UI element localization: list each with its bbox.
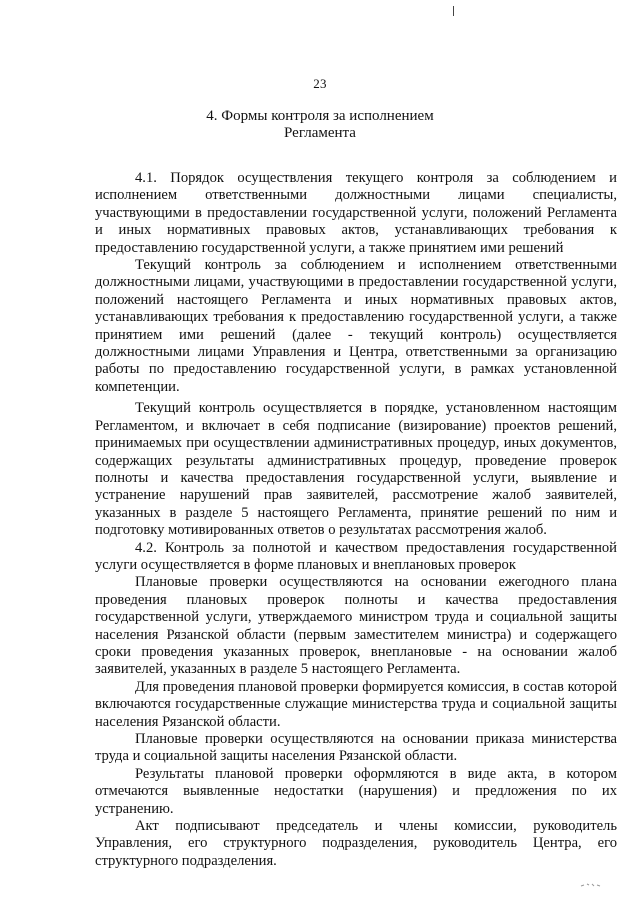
paragraph-act-signing: Акт подписывают председатель и члены комиссии, руководитель Управления, его структурного подразделения, руководитель Центра, его структурного подразделения. [95, 818, 617, 869]
section-heading [0, 108, 640, 142]
section-heading-line-2: Регламента [284, 125, 356, 141]
paragraph-4-1: 4.1. Порядок осуществления текущего контроля за соблюдением и исполнением ответственными должностными лицами специалисты, участвующими в предоставлении государственной услуги, положений Регламента и иных нормативных правовых актов, устанавливающих требования к предоставлению государственной услуги, а также принятием ими решений [95, 170, 617, 256]
paragraph-planned-checks: Плановые проверки осуществляются на основании ежегодного плана проведения плановых проверок полноты и качества предоставления государственной услуги, утверждаемого министром труда и социальной защиты населения Рязанской области (первым заместителем министра) и содержащего сроки проведения указанных проверок, внеплановые - на основании жалоб заявителей, указанных в разделе 5 настоящего Регламента. [95, 574, 617, 678]
paragraph-control-procedure: Текущий контроль осуществляется в порядке, установленном настоящим Регламентом, и включает в себя подписание (визирование) проектов решений, принимаемых при осуществлении административных процедур, иных документов, содержащих результаты административных процедур, проведение проверок полноты и качества предоставления государственной услуги, выявление и устранение нарушений прав заявителей, рассмотрение жалоб заявителей, указанных в разделе 5 настоящего Регламента, принятие решений по ним и подготовку мотивированных ответов о результатах рассмотрения жалоб. [95, 400, 617, 539]
section-heading-line-1: 4. Формы контроля за исполнением [206, 108, 434, 124]
paragraph-commission: Для проведения плановой проверки формируется комиссия, в состав которой включаются государственные служащие министерства труда и социальной защиты населения Рязанской области. [95, 678, 617, 730]
page-number: 23 [313, 76, 327, 91]
paragraph-4-2: 4.2. Контроль за полнотой и качеством предоставления государственной услуги осуществляется в форме плановых и внеплановых проверок [95, 539, 617, 573]
scan-artifact [580, 882, 604, 888]
paragraph-current-control: Текущий контроль за соблюдением и исполнением ответственными должностными лицами, участвующими в предоставлении государственной услуги, положений настоящего Регламента и иных нормативных правовых актов, устанавливающих требования к предоставлению государственной услуги, а также принятием ими решений (далее - текущий контроль) осуществляется должностными лицами Управления и Центра, ответственными за организацию работы по предоставлению государственной услуги, в рамках установленной компетенции. [95, 257, 617, 395]
scan-mark [453, 6, 454, 16]
document-body [95, 170, 617, 870]
paragraph-results: Результаты плановой проверки оформляются в виде акта, в котором отмечаются выявленные недостатки (нарушения) и предложения по их устранению. [95, 765, 617, 817]
paragraph-order-basis: Плановые проверки осуществляются на основании приказа министерства труда и социальной защиты населения Рязанской области. [95, 731, 617, 765]
